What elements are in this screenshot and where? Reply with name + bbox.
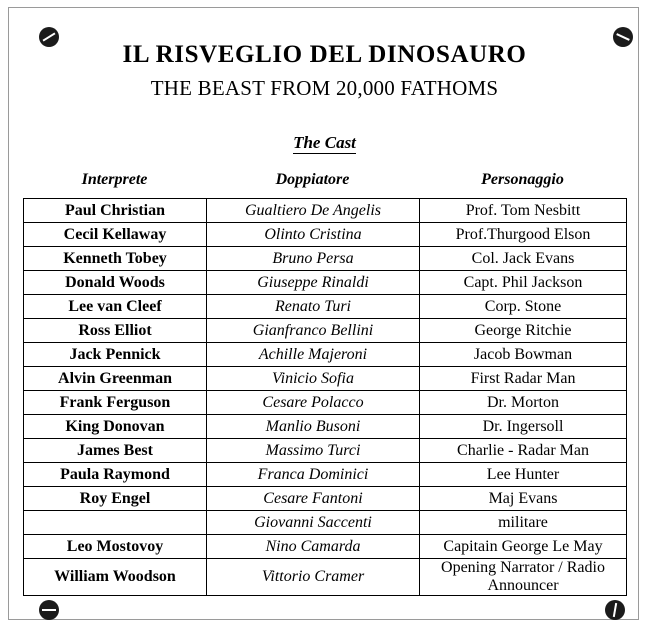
cell-personaggio: First Radar Man — [420, 367, 627, 391]
cell-personaggio: Prof.Thurgood Elson — [420, 223, 627, 247]
punch-slit — [616, 33, 630, 41]
cast-table — [23, 198, 627, 596]
cell-doppiatore: Renato Turi — [207, 295, 420, 319]
cell-personaggio: Dr. Morton — [420, 391, 627, 415]
cell-interprete: James Best — [24, 439, 207, 463]
table-row — [24, 367, 627, 391]
table-row — [24, 295, 627, 319]
cell-personaggio: Maj Evans — [420, 487, 627, 511]
table-column-headers — [23, 171, 626, 189]
cell-personaggio: Opening Narrator / Radio Announcer — [420, 559, 627, 596]
cell-interprete — [24, 511, 207, 535]
cell-doppiatore: Vinicio Sofia — [207, 367, 420, 391]
table-row — [24, 487, 627, 511]
cell-personaggio: Col. Jack Evans — [420, 247, 627, 271]
cell-personaggio: Capitain George Le May — [420, 535, 627, 559]
scan-sheet — [8, 7, 639, 620]
cell-interprete: Leo Mostovoy — [24, 535, 207, 559]
cell-interprete: Alvin Greenman — [24, 367, 207, 391]
punch-mark-bottom-left-icon — [39, 600, 59, 620]
cell-doppiatore: Nino Camarda — [207, 535, 420, 559]
column-header-doppiatore: Doppiatore — [275, 171, 350, 188]
punch-mark-bottom-right-icon — [605, 600, 625, 620]
table-row — [24, 463, 627, 487]
cell-interprete: Paula Raymond — [24, 463, 207, 487]
page-subtitle: THE BEAST FROM 20,000 FATHOMS — [150, 76, 499, 100]
table-row — [24, 559, 627, 596]
cell-interprete: Paul Christian — [24, 199, 207, 223]
cell-doppiatore: Massimo Turci — [207, 439, 420, 463]
cell-interprete: Cecil Kellaway — [24, 223, 207, 247]
cell-personaggio: Lee Hunter — [420, 463, 627, 487]
cell-interprete: Ross Elliot — [24, 319, 207, 343]
cell-doppiatore: Bruno Persa — [207, 247, 420, 271]
punch-slit — [613, 603, 617, 617]
cast-table-body — [24, 199, 627, 596]
cell-doppiatore: Giuseppe Rinaldi — [207, 271, 420, 295]
cell-doppiatore: Olinto Cristina — [207, 223, 420, 247]
cell-personaggio: Prof. Tom Nesbitt — [420, 199, 627, 223]
table-row — [24, 319, 627, 343]
table-row — [24, 343, 627, 367]
cell-personaggio: George Ritchie — [420, 319, 627, 343]
table-row — [24, 391, 627, 415]
cell-doppiatore: Vittorio Cramer — [207, 559, 420, 596]
cell-personaggio: militare — [420, 511, 627, 535]
cell-interprete: Donald Woods — [24, 271, 207, 295]
section-heading-label: The Cast — [293, 133, 356, 152]
table-row — [24, 439, 627, 463]
section-heading — [9, 133, 640, 153]
column-header-personaggio: Personaggio — [481, 171, 564, 188]
cell-doppiatore: Cesare Polacco — [207, 391, 420, 415]
table-row — [24, 271, 627, 295]
cell-doppiatore: Achille Majeroni — [207, 343, 420, 367]
table-row — [24, 511, 627, 535]
cell-doppiatore: Franca Dominici — [207, 463, 420, 487]
cell-doppiatore: Gianfranco Bellini — [207, 319, 420, 343]
cell-personaggio: Corp. Stone — [420, 295, 627, 319]
cell-interprete: Roy Engel — [24, 487, 207, 511]
table-row — [24, 535, 627, 559]
table-row — [24, 247, 627, 271]
column-header-interprete: Interprete — [81, 171, 148, 188]
cell-interprete: King Donovan — [24, 415, 207, 439]
cell-interprete: Lee van Cleef — [24, 295, 207, 319]
table-row — [24, 415, 627, 439]
title-block — [9, 41, 640, 101]
cell-personaggio: Charlie - Radar Man — [420, 439, 627, 463]
cell-interprete: William Woodson — [24, 559, 207, 596]
page-title: IL RISVEGLIO DEL DINOSAURO — [122, 41, 527, 68]
cell-doppiatore: Cesare Fantoni — [207, 487, 420, 511]
cell-interprete: Kenneth Tobey — [24, 247, 207, 271]
table-row — [24, 199, 627, 223]
cell-interprete: Jack Pennick — [24, 343, 207, 367]
punch-slit — [42, 609, 56, 611]
table-row — [24, 223, 627, 247]
cell-personaggio: Jacob Bowman — [420, 343, 627, 367]
cell-interprete: Frank Ferguson — [24, 391, 207, 415]
cell-doppiatore: Gualtiero De Angelis — [207, 199, 420, 223]
cell-doppiatore: Manlio Busoni — [207, 415, 420, 439]
cell-personaggio: Dr. Ingersoll — [420, 415, 627, 439]
cell-personaggio: Capt. Phil Jackson — [420, 271, 627, 295]
cell-doppiatore: Giovanni Saccenti — [207, 511, 420, 535]
